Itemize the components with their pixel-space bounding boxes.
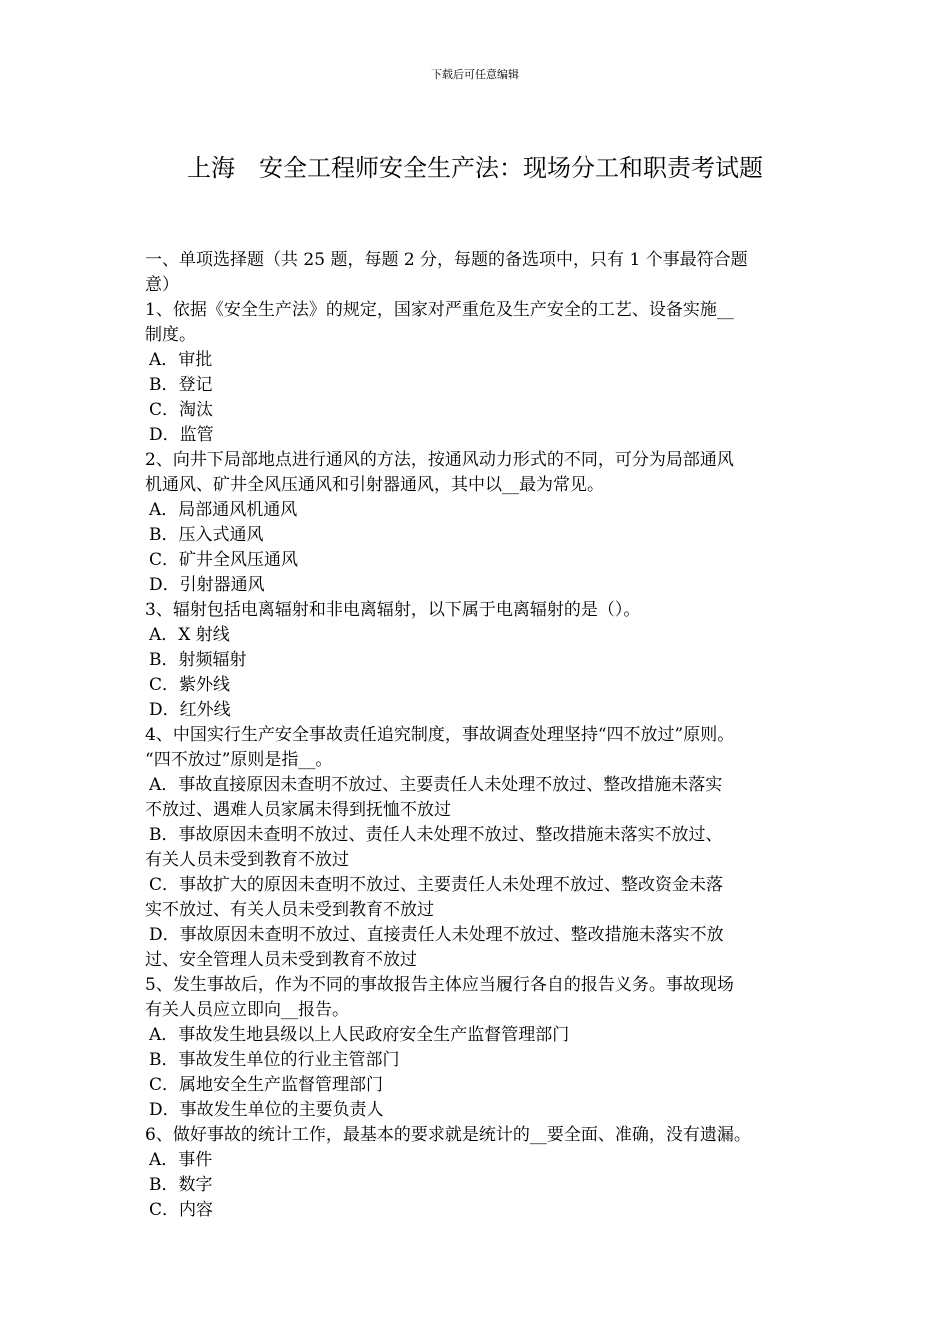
question-stem-line: 制度。 — [145, 325, 196, 345]
question-stem-line: 1、依据《安全生产法》的规定，国家对严重危及生产安全的工艺、设备实施__ — [145, 300, 734, 320]
answer-option-line: C．内容 — [149, 1200, 214, 1220]
answer-option-line: B．事故原因未查明不放过、责任人未处理不放过、整改措施未落实不放过、 — [149, 825, 723, 845]
question-stem-line: “四不放过”原则是指__。 — [145, 750, 333, 770]
question-stem-line: 2、向井下局部地点进行通风的方法，按通风动力形式的不同，可分为局部通风 — [145, 450, 734, 470]
question-stem-line: 机通风、矿井全风压通风和引射器通风，其中以__最为常见。 — [145, 475, 604, 495]
answer-option-line: A．局部通风机通风 — [149, 500, 298, 520]
answer-option-line: C．属地安全生产监督管理部门 — [149, 1075, 384, 1095]
answer-option-line: C．淘汰 — [149, 400, 214, 420]
answer-option-line: D．事故发生单位的主要负责人 — [149, 1100, 384, 1120]
answer-option-line: A．事故直接原因未查明不放过、主要责任人未处理不放过、整改措施未落实 — [149, 775, 723, 795]
answer-option-line: C．矿井全风压通风 — [149, 550, 299, 570]
question-stem-line: 有关人员应立即向__报告。 — [145, 1000, 349, 1020]
answer-option-line: D．事故原因未查明不放过、直接责任人未处理不放过、整改措施未落实不放 — [149, 925, 724, 945]
answer-option-line: B．登记 — [149, 375, 213, 395]
section-heading-line: 意） — [145, 275, 179, 295]
answer-option-line: 不放过、遇难人员家属未得到抚恤不放过 — [145, 800, 451, 820]
question-stem-line: 5、发生事故后，作为不同的事故报告主体应当履行各自的报告义务。事故现场 — [145, 975, 734, 995]
answer-option-line: A．事件 — [149, 1150, 213, 1170]
answer-option-line: B．事故发生单位的行业主管部门 — [149, 1050, 400, 1070]
answer-option-line: A．审批 — [149, 350, 213, 370]
question-stem-line: 6、做好事故的统计工作，最基本的要求就是统计的__要全面、准确，没有遗漏。 — [145, 1125, 751, 1145]
answer-option-line: A．X 射线 — [149, 625, 230, 645]
answer-option-line: 实不放过、有关人员未受到教育不放过 — [145, 900, 434, 920]
answer-option-line: B．数字 — [149, 1175, 213, 1195]
answer-option-line: D．监管 — [149, 425, 214, 445]
answer-option-line: 有关人员未受到教育不放过 — [145, 850, 349, 870]
page-header: 下载后可任意编辑 — [431, 68, 519, 81]
answer-option-line: C．事故扩大的原因未查明不放过、主要责任人未处理不放过、整改资金未落 — [149, 875, 724, 895]
answer-option-line: D．红外线 — [149, 700, 231, 720]
document-title: 上海 安全工程师安全生产法：现场分工和职责考试题 — [187, 154, 763, 182]
answer-option-line: B．压入式通风 — [149, 525, 264, 545]
answer-option-line: B．射频辐射 — [149, 650, 247, 670]
question-stem-line: 4、中国实行生产安全事故责任追究制度，事故调查处理坚持“四不放过”原则。 — [145, 725, 735, 745]
answer-option-line: A．事故发生地县级以上人民政府安全生产监督管理部门 — [149, 1025, 570, 1045]
answer-option-line: D．引射器通风 — [149, 575, 265, 595]
section-heading-line: 一、单项选择题（共 25 题，每题 2 分，每题的备选项中，只有 1 个事最符合题 — [145, 250, 748, 270]
answer-option-line: 过、安全管理人员未受到教育不放过 — [145, 950, 417, 970]
document-body — [145, 248, 817, 1223]
answer-option-line: C．紫外线 — [149, 675, 231, 695]
question-stem-line: 3、辐射包括电离辐射和非电离辐射，以下属于电离辐射的是（）。 — [145, 600, 641, 620]
